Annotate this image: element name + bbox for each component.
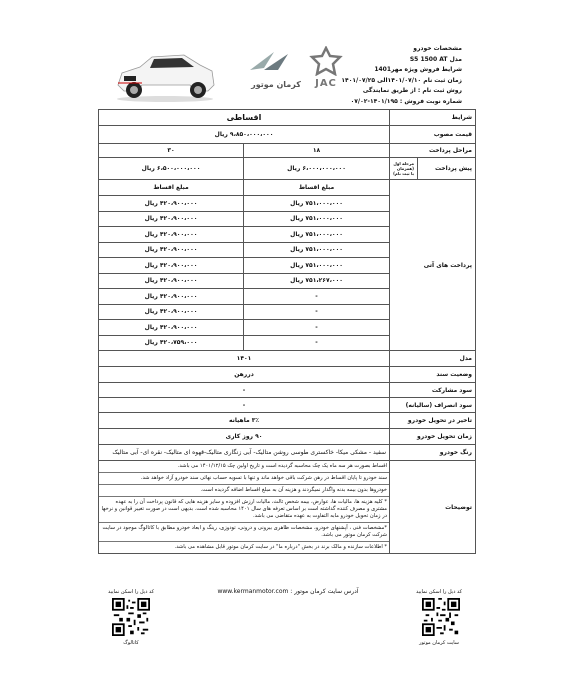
delay-label: تاخیر در تحویل خودرو xyxy=(390,413,476,429)
qr-code-website-icon[interactable] xyxy=(422,598,460,636)
document-status-value: دررهن xyxy=(99,367,390,383)
installment-18: ۷۵۱،۰۰۰،۰۰۰ ریال xyxy=(244,196,390,212)
partnership-value: - xyxy=(99,383,390,398)
conditions-value: اقساطی xyxy=(99,110,390,126)
qr-left-caption: کاتالوگ xyxy=(123,640,139,646)
document-status-label: وضعیت سند xyxy=(390,367,476,383)
qr-left-instruction: کد ذیل را اسکن نمایید xyxy=(107,589,155,595)
installment-18: ۷۵۱،۰۰۰،۰۰۰ ریال xyxy=(244,211,390,227)
prepay-18: ۶،۰۰۰،۰۰۰،۰۰۰ ریال xyxy=(244,158,390,180)
installment-30: ۴۲۰،۹۰۰،۰۰۰ ریال xyxy=(99,289,244,305)
installment-18: ۷۵۱،۲۶۷،۰۰۰ ریال xyxy=(244,273,390,289)
spec-line: مشخصات خودرو xyxy=(413,45,462,52)
website-link[interactable]: آدرس سایت کرمان موتور : www.kermanmotor.com xyxy=(217,588,359,595)
installments-label: پرداخت های آتی xyxy=(390,180,476,351)
installment-30: ۴۲۰،۹۰۰،۰۰۰ ریال xyxy=(99,320,244,336)
spec-line: شماره نوبت فروش : ۱۴۰۱/۱۹۵-۰۷/۰۲ xyxy=(350,97,462,105)
qr-code-catalog-icon[interactable] xyxy=(112,598,150,636)
cancel-label: سود انصراف (سالیانه) xyxy=(390,398,476,413)
approved-price: ۹،۸۵۰،۰۰۰،۰۰۰ ریال xyxy=(99,126,390,144)
installment-30: ۴۲۰،۹۰۰،۰۰۰ ریال xyxy=(99,304,244,320)
installment-30: ۴۲۰،۹۰۰،۰۰۰ ریال xyxy=(99,242,244,258)
installment-18: ۷۵۱،۰۰۰،۰۰۰ ریال xyxy=(244,227,390,243)
vehicle-specs xyxy=(312,44,462,107)
installment-30: ۴۲۰،۷۵۹،۰۰۰ ریال xyxy=(99,335,244,351)
notes-label: توضیحات xyxy=(390,461,476,554)
installment-30: ۴۲۰،۹۰۰،۰۰۰ ریال xyxy=(99,196,244,212)
stages-label: مراحل پرداخت xyxy=(390,144,476,158)
installment-header-18: مبلغ اقساط xyxy=(244,180,390,196)
price-table xyxy=(98,109,476,554)
qr-right-instruction: کد ذیل را اسکن نمایید xyxy=(415,589,463,595)
spec-line: شرایط فروش ویژه مهر1401 xyxy=(374,66,462,73)
installment-30: ۴۲۰،۹۰۰،۰۰۰ ریال xyxy=(99,273,244,289)
car-image xyxy=(112,45,218,103)
installment-30: ۴۲۰،۹۰۰،۰۰۰ ریال xyxy=(99,258,244,274)
installment-18: ۷۵۱،۰۰۰،۰۰۰ ریال xyxy=(244,242,390,258)
stage-18: ۱۸ xyxy=(244,144,390,158)
installment-18: - xyxy=(244,304,390,320)
model-value: ۱۴۰۱ xyxy=(99,351,390,367)
note-item: خودروها بدون بیمه بدنه واگذار نمیگردند و هزینه آن به مبلغ اقساط اضافه گردیده است. xyxy=(99,485,389,497)
prepay-30: ۶،۵۰۰،۰۰۰،۰۰۰ ریال xyxy=(99,158,244,180)
cancel-value: - xyxy=(99,398,390,413)
spec-line: مدل S5 1500 AT xyxy=(409,55,462,63)
note-item: * اطلاعات سازنده و مالک برند در بخش "درباره ما" در سایت کرمان موتور قابل مشاهده می باشد. xyxy=(174,544,388,550)
installment-30: ۴۲۰،۹۰۰،۰۰۰ ریال xyxy=(99,211,244,227)
installment-30: ۴۲۰،۹۰۰،۰۰۰ ریال xyxy=(99,227,244,243)
delay-value: ۳٪ ماهیانه xyxy=(99,413,390,429)
installment-18: - xyxy=(244,320,390,336)
jac-logo: JAC xyxy=(300,46,352,90)
installment-18: ۷۵۱،۰۰۰،۰۰۰ ریال xyxy=(244,258,390,274)
delivery-value: ۹۰ روز کاری xyxy=(99,429,390,445)
installment-18: - xyxy=(244,335,390,351)
delivery-label: زمان تحویل خودرو xyxy=(390,429,476,445)
prepay-sub-label: مرحله اول (همزمان با ثبت نام) xyxy=(390,158,418,180)
kerman-motor-logo: کرمان موتور xyxy=(244,48,308,92)
spec-line: زمان ثبت نام ۱۴۰۱/۰۷/۱۰الی ۱۴۰۱/۰۷/۲۵ xyxy=(341,76,462,84)
stage-30: ۳۰ xyxy=(99,144,244,158)
note-item: * کلیه هزینه ها، مالیات ها، عوارض، بیمه شخص ثالث، مالیات ارزش افزوده و سایر هزینه هایی که قانون پرداخت آن را به عهده مشتری و مصرف کننده گذاشته است بر اساس تعرفه های سال ۱۴۰۱ محاسبه شده است. بدیهی است در صورت تغییر قوانین و نرخها در زمان تحویل خودرو مابه التفاوت به عهده متقاضی می باشد. xyxy=(99,497,389,523)
partnership-label: سود مشارکت xyxy=(390,383,476,398)
color-value: سفید - مشکی میکا- خاکستری طوسی روشن متالیک- آبی زنگاری متالیک-قهوه ای متالیک- نقره ای- آبی متالیک xyxy=(99,445,390,461)
conditions-label: شرایط xyxy=(390,110,476,126)
note-item: اقساط بصورت هر سه ماه یک چک محاسبه گردیده است و تاریخ اولین چک ۱۴۰۱/۱۲/۱۵ می باشد. xyxy=(99,461,389,473)
installment-18: - xyxy=(244,289,390,305)
approved-price-label: قیمت مصوب xyxy=(390,126,476,144)
note-item: سند خودرو تا پایان اقساط در رهن شرکت باقی خواهد ماند و تنها با تسویه حساب نهائی سند خودرو آزاد خواهد شد. xyxy=(99,473,389,485)
model-label: مدل xyxy=(390,351,476,367)
color-label: رنگ خودرو xyxy=(390,445,476,461)
qr-right-caption: سایت کرمان موتور xyxy=(419,640,459,646)
note-item: *مشخصات فنی ، آپشنهای خودرو، مشخصات ظاهری بیرونی و درونی، تودوزی، رینگ و ابعاد خودرو مطابق با کاتالوگ موجود در سایت شرکت کرمان موتور می باشد. xyxy=(99,523,389,542)
prepay-label: پیش پرداخت xyxy=(418,158,476,180)
installment-header-30: مبلغ اقساط xyxy=(99,180,244,196)
spec-line: روش ثبت نام : از طریق نمایندگی xyxy=(362,87,462,94)
